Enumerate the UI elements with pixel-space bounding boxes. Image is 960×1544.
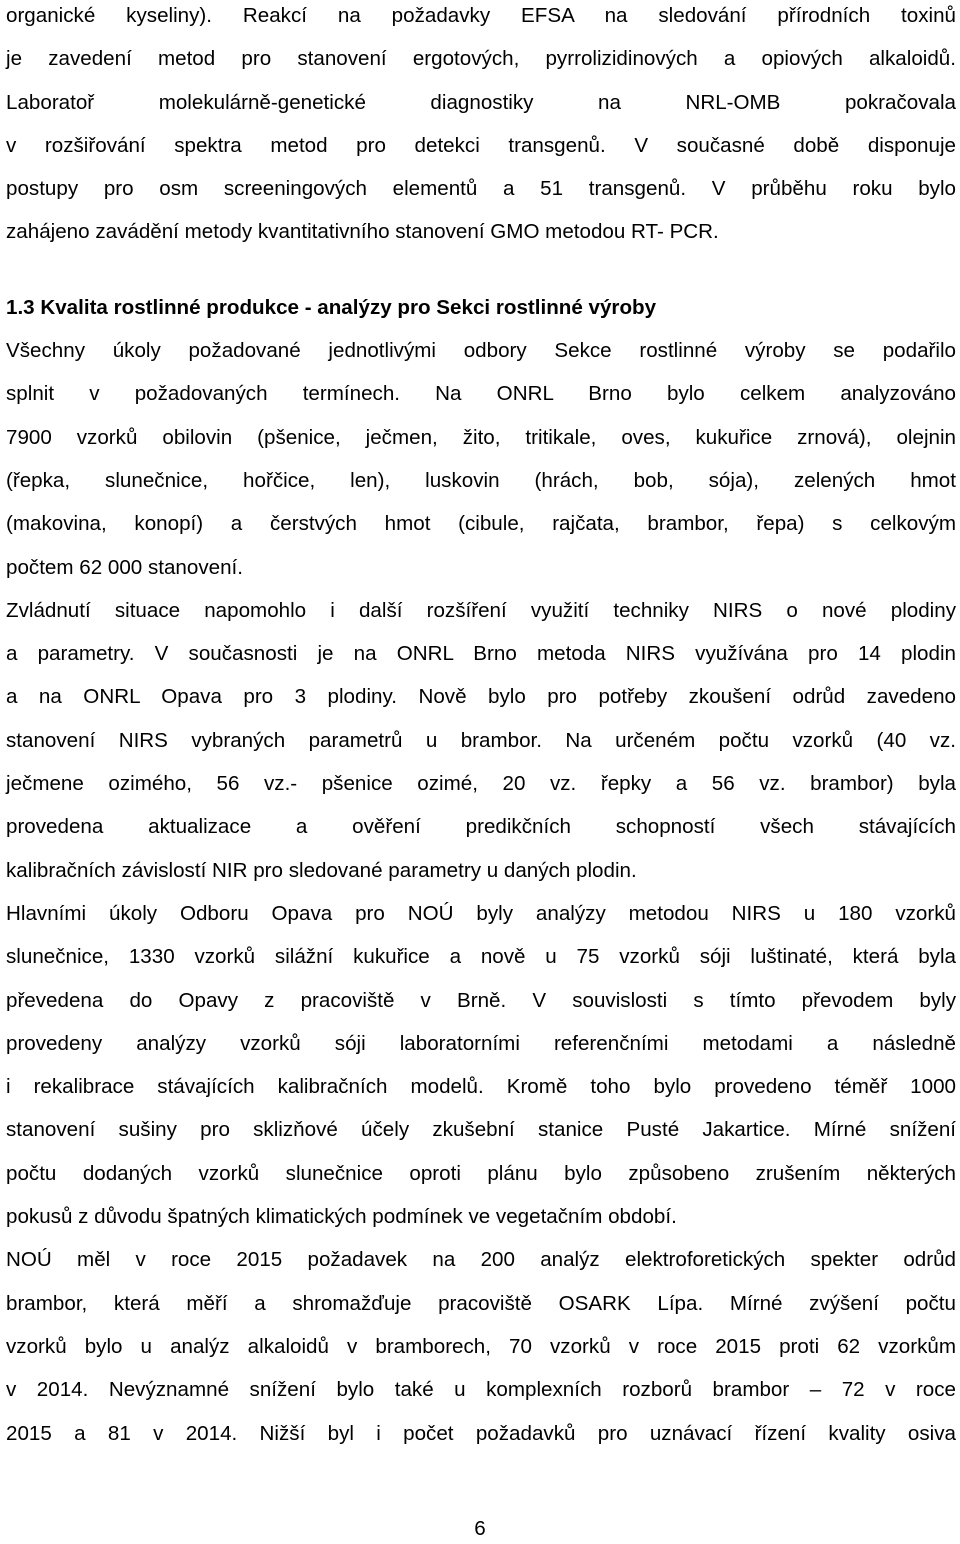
text-line: vzorků bylo u analýz alkaloidů v bramborech, 70 vzorků v roce 2015 proti 62 vzorkům	[6, 1334, 956, 1358]
text-line: splnit v požadovaných termínech. Na ONRL Brno bylo celkem analyzováno	[6, 382, 956, 406]
text-line: (řepka, slunečnice, hořčice, len), luskovin (hrách, bob, sója), zelených hmot	[6, 468, 956, 492]
text-line: 7900 vzorků obilovin (pšenice, ječmen, žito, tritikale, oves, kukuřice zrnová), olejnin	[6, 425, 956, 449]
section-heading: 1.3 Kvalita rostlinné produkce - analýzy pro Sekci rostlinné výroby	[6, 295, 657, 319]
text-line: převedena do Opavy z pracoviště v Brně. V souvislosti s tímto převodem byly	[6, 988, 956, 1012]
text-line: v rozšiřování spektra metod pro detekci transgenů. V současné době disponuje	[6, 133, 956, 157]
paragraph-section-1	[6, 329, 956, 589]
section-gap	[6, 254, 956, 286]
text-line: ječmene ozimého, 56 vz.- pšenice ozimé, 20 vz. řepky a 56 vz. brambor) byla	[6, 772, 956, 796]
paragraph-intro	[6, 0, 956, 254]
text-line: a parametry. V současnosti je na ONRL Brno metoda NIRS využívána pro 14 plodin	[6, 642, 956, 666]
text-line: Laboratoř molekulárně-genetické diagnostiky na NRL-OMB pokračovala	[6, 90, 956, 114]
text-line: provedena aktualizace a ověření predikčních schopností všech stávajících	[6, 815, 956, 839]
text-line: a na ONRL Opava pro 3 plodiny. Nově bylo pro potřeby zkoušení odrůd zavedeno	[6, 685, 956, 709]
paragraph-section-2	[6, 589, 956, 892]
text-line: počtem 62 000 stanovení.	[6, 555, 243, 579]
text-line: kalibračních závislostí NIR pro sledované parametry u daných plodin.	[6, 858, 637, 882]
text-line: Zvládnutí situace napomohlo i další rozšíření využití techniky NIRS o nové plodiny	[6, 598, 956, 622]
text-line: stanovení NIRS vybraných parametrů u brambor. Na určeném počtu vzorků (40 vz.	[6, 728, 956, 752]
text-line: NOÚ měl v roce 2015 požadavek na 200 analýz elektroforetických spekter odrůd	[6, 1248, 956, 1272]
text-line: pokusů z důvodu špatných klimatických podmínek ve vegetačním období.	[6, 1205, 677, 1229]
paragraph-section-3	[6, 892, 956, 1238]
text-line: počtu dodaných vzorků slunečnice oproti plánu bylo způsobeno zrušením některých	[6, 1161, 956, 1185]
text-line: Hlavními úkoly Odboru Opava pro NOÚ byly analýzy metodou NIRS u 180 vzorků	[6, 901, 956, 925]
text-line: organické kyseliny). Reakcí na požadavky EFSA na sledování přírodních toxinů	[6, 4, 956, 27]
page-number: 6	[474, 1517, 486, 1540]
text-line: 2015 a 81 v 2014. Nižší byl i počet požadavků pro uznávací řízení kvality osiva	[6, 1421, 956, 1445]
text-line: (makovina, konopí) a čerstvých hmot (cibule, rajčata, brambor, řepa) s celkovým	[6, 512, 956, 536]
text-line: slunečnice, 1330 vzorků silážní kukuřice a nově u 75 vzorků sóji luštinaté, která byla	[6, 945, 956, 969]
text-line: postupy pro osm screeningových elementů a 51 transgenů. V průběhu roku bylo	[6, 177, 956, 201]
text-line: zahájeno zavádění metody kvantitativního stanovení GMO metodou RT- PCR.	[6, 220, 719, 244]
text-line: je zavedení metod pro stanovení ergotových, pyrrolizidinových a opiových alkaloidů.	[6, 47, 956, 71]
text-line: v 2014. Nevýznamné snížení bylo také u komplexních rozborů brambor – 72 v roce	[6, 1378, 956, 1402]
document-page	[6, 0, 956, 1455]
paragraph-section-4	[6, 1238, 956, 1454]
text-line: provedeny analýzy vzorků sóji laboratorními referenčními metodami a následně	[6, 1031, 956, 1055]
text-line: Všechny úkoly požadované jednotlivými odbory Sekce rostlinné výroby se podařilo	[6, 339, 956, 363]
text-line: brambor, která měří a shromažďuje pracoviště OSARK Lípa. Mírné zvýšení počtu	[6, 1291, 956, 1315]
text-line: stanovení sušiny pro sklizňové účely zkušební stanice Pusté Jakartice. Mírné snížení	[6, 1118, 956, 1142]
text-line: i rekalibrace stávajících kalibračních modelů. Kromě toho bylo provedeno téměř 1000	[6, 1075, 956, 1099]
